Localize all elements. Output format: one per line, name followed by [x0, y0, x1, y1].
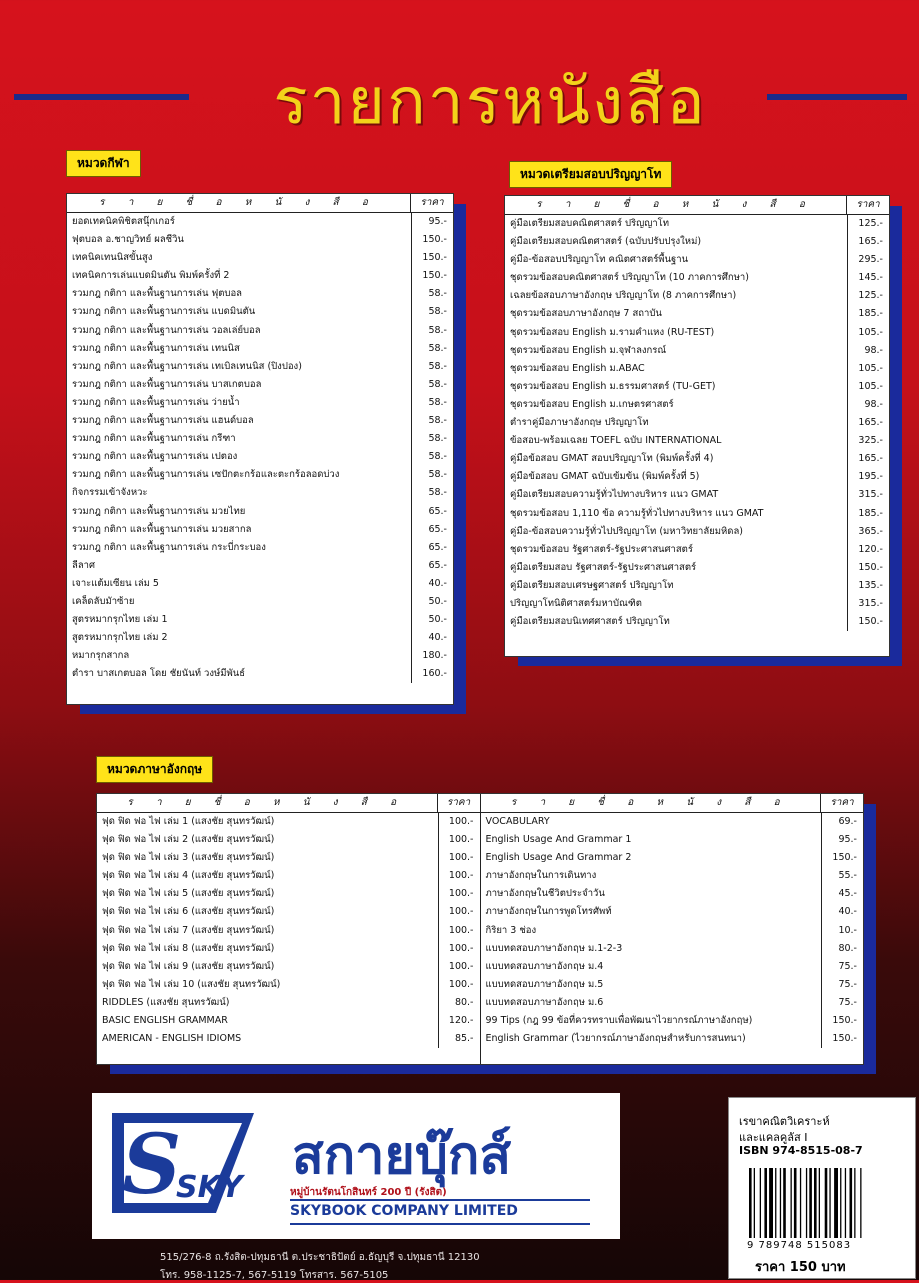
book-price: 58.-: [411, 430, 453, 448]
book-title: คู่มือเตรียมสอบคณิตศาสตร์ ปริญญาโท: [510, 218, 670, 229]
book-price: 95.-: [411, 213, 453, 231]
book-price: 150.-: [411, 267, 453, 285]
book-price: 315.-: [847, 486, 889, 504]
book-row: [97, 849, 480, 867]
book-title: เทคนิคเทนนิสขั้นสูง: [72, 252, 153, 264]
book-row: [67, 593, 453, 611]
book-price: 58.-: [411, 466, 453, 484]
book-row: [67, 575, 453, 593]
book-row: [505, 396, 889, 414]
book-price: 69.-: [821, 813, 863, 831]
book-price: 150.-: [847, 559, 889, 577]
book-row: [481, 976, 864, 994]
book-row: [97, 867, 480, 885]
book-title: รวมกฎ กติกา และพื้นฐานการเล่น เซปักตะกร้อและตะกร้อลอดบ่วง: [72, 469, 340, 481]
book-row: [505, 505, 889, 523]
english-book-list: [96, 793, 864, 1065]
book-title: ชุดรวมข้อสอบ English ม.จุฬาลงกรณ์: [510, 344, 667, 356]
book-row: [505, 287, 889, 305]
column-header-name: ร า ย ชื่ อ ห นั ง สื อ: [99, 197, 378, 208]
book-price: 100.-: [438, 903, 480, 921]
book-row: [67, 665, 453, 683]
book-row: [67, 557, 453, 575]
book-title: สูตรหมากรุกไทย เล่ม 1: [72, 614, 168, 626]
book-price: 100.-: [438, 849, 480, 867]
book-row: [67, 394, 453, 412]
book-price: 58.-: [411, 448, 453, 466]
book-row: [505, 559, 889, 577]
book-title: รวมกฎ กติกา และพื้นฐานการเล่น ฟุตบอล: [72, 288, 242, 300]
book-price: 58.-: [411, 358, 453, 376]
book-price: 295.-: [847, 251, 889, 269]
book-price: 98.-: [847, 342, 889, 360]
book-title: คู่มือเตรียมสอบความรู้ทั่วไปทางบริหาร แนว GMAT: [510, 489, 719, 501]
book-title: รวมกฎ กติกา และพื้นฐานการเล่น กระบี่กระบอง: [72, 541, 266, 553]
book-title: คู่มือ-ข้อสอบความรู้ทั่วไปปริญญาโท (มหาวิทยาลัยมหิดล): [510, 525, 743, 537]
book-row: [67, 358, 453, 376]
book-price: 150.-: [821, 1012, 863, 1030]
book-row: [67, 376, 453, 394]
book-price: 100.-: [438, 831, 480, 849]
book-row: [97, 994, 480, 1012]
book-price: 100.-: [438, 940, 480, 958]
book-title: คู่มือข้อสอบ GMAT ฉบับเข้มข้น (พิมพ์ครั้งที่ 5): [510, 471, 700, 483]
isbn-number: ISBN 974-8515-08-7: [739, 1144, 863, 1157]
book-row: [97, 940, 480, 958]
book-title: รวมกฎ กติกา และพื้นฐานการเล่น มวยสากล: [72, 523, 252, 535]
book-title-line2: และแคลคูลัส I: [739, 1131, 808, 1144]
masters-book-list: [504, 195, 890, 657]
book-title: แบบทดสอบภาษาอังกฤษ ม.4: [485, 960, 604, 972]
book-price: 100.-: [438, 976, 480, 994]
book-title: ภาษาอังกฤษในการเดินทาง: [485, 870, 597, 882]
publisher-logo-box: [92, 1093, 620, 1239]
book-row: [97, 1030, 480, 1048]
book-price: 50.-: [411, 593, 453, 611]
book-price: 58.-: [411, 340, 453, 358]
book-title: ตำรา บาสเกตบอล โดย ชัยนันท์ วงษ์มีพันธ์: [72, 668, 246, 680]
book-row: [97, 958, 480, 976]
book-row: [505, 523, 889, 541]
book-row: [481, 903, 864, 921]
book-title: ฟุด ฟิด ฟอ ไฟ เล่ม 9 (แสงชัย สุนทรวัฒน์): [102, 960, 275, 972]
book-title: ฟุด ฟิด ฟอ ไฟ เล่ม 6 (แสงชัย สุนทรวัฒน์): [102, 906, 275, 918]
book-row: [481, 940, 864, 958]
book-title: ฟุด ฟิด ฟอ ไฟ เล่ม 1 (แสงชัย สุนทรวัฒน์): [102, 816, 275, 827]
book-row: [505, 342, 889, 360]
book-price: 40.-: [821, 903, 863, 921]
divider: [290, 1223, 590, 1225]
book-title: เคล็ดลับมัาซ้าย: [72, 595, 135, 607]
book-price: 150.-: [411, 231, 453, 249]
book-title: แบบทดสอบภาษาอังกฤษ ม.1-2-3: [485, 942, 623, 954]
book-row: [67, 285, 453, 303]
book-title: ลีลาศ: [72, 559, 96, 571]
book-row: [67, 484, 453, 502]
book-price: 40.-: [411, 575, 453, 593]
book-title: คู่มือเตรียมสอบนิเทศศาสตร์ ปริญญาโท: [510, 616, 670, 628]
book-price: 100.-: [438, 867, 480, 885]
book-title: รวมกฎ กติกา และพื้นฐานการเล่น แฮนด์บอล: [72, 415, 254, 427]
english-category-tag: หมวดภาษาอังกฤษ: [96, 756, 213, 783]
publisher-address: 515/276-8 ถ.รังสิต-ปทุมธานี ต.ประชาธิปัตย์ อ.ธัญบุรี จ.ปทุมธานี 12130: [160, 1252, 480, 1263]
book-price: 40.-: [411, 629, 453, 647]
book-title: รวมกฎ กติกา และพื้นฐานการเล่น บาสเกตบอล: [72, 378, 262, 390]
logo-letters: SKY: [176, 1170, 243, 1205]
book-row: [505, 360, 889, 378]
book-row: [67, 647, 453, 665]
book-title: ชุดรวมข้อสอบ English ม.รามคำแหง (RU-TEST): [510, 326, 715, 338]
column-header-name: ร า ย ชื่ อ ห นั ง สื อ: [510, 797, 790, 808]
book-price: 58.-: [411, 376, 453, 394]
book-title: หมากรุกสากล: [72, 650, 130, 662]
book-title: ชุดรวมข้อสอบคณิตศาสตร์ ปริญญาโท (10 ภาคการศึกษา): [510, 272, 749, 284]
book-row: [67, 213, 453, 231]
book-price: 125.-: [847, 215, 889, 233]
book-row: [505, 251, 889, 269]
book-row: [97, 1012, 480, 1030]
book-price: 315.-: [847, 595, 889, 613]
book-price: ราคา 150 บาท: [755, 1260, 846, 1275]
book-price: 135.-: [847, 577, 889, 595]
book-title: สูตรหมากรุกไทย เล่ม 2: [72, 632, 168, 644]
book-price: 120.-: [847, 541, 889, 559]
book-title: กิริยา 3 ช่อง: [485, 924, 537, 936]
page-title-bar: [0, 62, 919, 142]
book-row: [67, 629, 453, 647]
book-price: 150.-: [821, 1030, 863, 1048]
book-title: รวมกฎ กติกา และพื้นฐานการเล่น ว่ายน้ำ: [72, 396, 240, 408]
book-row: [505, 468, 889, 486]
book-price: 125.-: [847, 287, 889, 305]
book-title: ฟุด ฟิด ฟอ ไฟ เล่ม 10 (แสงชัย สุนทรวัฒน์): [102, 978, 281, 990]
book-price: 105.-: [847, 378, 889, 396]
book-title: รวมกฎ กติกา และพื้นฐานการเล่น เทเบิลเทนนิส (ปิงปอง): [72, 360, 302, 372]
book-title: เจาะแต้มเซียน เล่ม 5: [72, 577, 159, 589]
book-title: ฟุตบอล อ.ชาญวิทย์ ผลชีวิน: [72, 234, 184, 246]
book-title: ฟุด ฟิด ฟอ ไฟ เล่ม 2 (แสงชัย สุนทรวัฒน์): [102, 834, 275, 846]
book-title: เทคนิคการเล่นแบดมินตัน พิมพ์ครั้งที่ 2: [72, 270, 230, 282]
book-title: ชุดรวมข้อสอบภาษาอังกฤษ 7 สถาบัน: [510, 308, 662, 320]
book-price: 105.-: [847, 324, 889, 342]
book-price: 58.-: [411, 285, 453, 303]
book-price: 75.-: [821, 976, 863, 994]
publisher-location: หมู่บ้านรัตนโกสินทร์ 200 ปี (รังสิต): [290, 1187, 447, 1198]
book-row: [97, 903, 480, 921]
book-title: คู่มือเตรียมสอบคณิตศาสตร์ (ฉบับปรับปรุงใหม่): [510, 236, 702, 248]
book-row: [67, 448, 453, 466]
column-header-price: ราคา: [846, 196, 889, 214]
book-price: 65.-: [411, 503, 453, 521]
book-title: ฟุด ฟิด ฟอ ไฟ เล่ม 5 (แสงชัย สุนทรวัฒน์): [102, 888, 275, 900]
book-title: ฟุด ฟิด ฟอ ไฟ เล่ม 7 (แสงชัย สุนทรวัฒน์): [102, 924, 275, 936]
book-price: 105.-: [847, 360, 889, 378]
book-row: [481, 1030, 864, 1048]
book-title: BASIC ENGLISH GRAMMAR: [102, 1015, 228, 1027]
book-price: 58.-: [411, 322, 453, 340]
book-row: [505, 450, 889, 468]
book-title: ชุดรวมข้อสอบ English ม.ธรรมศาสตร์ (TU-GET): [510, 380, 716, 392]
book-price: 85.-: [438, 1030, 480, 1048]
barcode-number: 9 789748 515083: [747, 1240, 852, 1251]
book-price: 185.-: [847, 505, 889, 523]
column-header-price: ราคา: [437, 794, 480, 812]
book-row: [67, 466, 453, 484]
book-title: English Usage And Grammar 2: [485, 852, 632, 864]
book-title: ข้อสอบ-พร้อมเฉลย TOEFL ฉบับ INTERNATIONAL: [510, 435, 722, 447]
book-title: รวมกฎ กติกา และพื้นฐานการเล่น แบดมินตัน: [72, 306, 256, 318]
book-price: 145.-: [847, 269, 889, 287]
book-price: 365.-: [847, 523, 889, 541]
publisher-company: SKYBOOK COMPANY LIMITED: [290, 1203, 518, 1219]
book-title: AMERICAN - ENGLISH IDIOMS: [102, 1033, 242, 1045]
book-title: คู่มือ-ข้อสอบปริญญาโท คณิตศาสตร์พื้นฐาน: [510, 254, 689, 266]
book-price: 65.-: [411, 521, 453, 539]
book-row: [67, 503, 453, 521]
book-row: [97, 885, 480, 903]
book-price: 100.-: [438, 958, 480, 976]
book-row: [505, 613, 889, 631]
book-price: 75.-: [821, 994, 863, 1012]
book-title: รวมกฎ กติกา และพื้นฐานการเล่น กรีฑา: [72, 433, 236, 445]
book-row: [67, 521, 453, 539]
book-row: [97, 831, 480, 849]
book-title: ภาษาอังกฤษในชีวิตประจำวัน: [485, 888, 605, 900]
publisher-brand: สกายบุ๊กส์: [292, 1126, 512, 1186]
book-title: รวมกฎ กติกา และพื้นฐานการเล่น วอลเล่ย์บอล: [72, 324, 261, 336]
book-title: ตำราคู่มือภาษาอังกฤษ ปริญญาโท: [510, 417, 649, 429]
book-price: 65.-: [411, 557, 453, 575]
book-row: [97, 922, 480, 940]
page-title: รายการหนังสือ: [273, 65, 707, 139]
book-price: 45.-: [821, 885, 863, 903]
book-title: RIDDLES (แสงชัย สุนทรวัฒน์): [102, 996, 230, 1008]
book-title: ฟุด ฟิด ฟอ ไฟ เล่ม 8 (แสงชัย สุนทรวัฒน์): [102, 942, 275, 954]
book-row: [505, 486, 889, 504]
book-price: 100.-: [438, 922, 480, 940]
book-title: ชุดรวมข้อสอบ 1,110 ข้อ ความรู้ทั่วไปทางบริหาร แนว GMAT: [510, 507, 764, 519]
book-title: ชุดรวมข้อสอบ รัฐศาสตร์-รัฐประศาสนศาสตร์: [510, 543, 693, 555]
book-price: 55.-: [821, 867, 863, 885]
book-title: คู่มือข้อสอบ GMAT สอบปริญญาโท (พิมพ์ครั้งที่ 4): [510, 453, 714, 465]
svg-text:S: S: [122, 1117, 182, 1213]
book-title: กิจกรรมเข้าจังหวะ: [72, 487, 148, 499]
column-header-name: ร า ย ชื่ อ ห นั ง สื อ: [536, 199, 815, 210]
book-title: ฟุด ฟิด ฟอ ไฟ เล่ม 3 (แสงชัย สุนทรวัฒน์): [102, 852, 275, 864]
book-title: คู่มือเตรียมสอบ รัฐศาสตร์-รัฐประศาสนศาสตร์: [510, 561, 697, 573]
book-row: [505, 432, 889, 450]
book-row: [505, 541, 889, 559]
book-price: 150.-: [411, 249, 453, 267]
book-price: 325.-: [847, 432, 889, 450]
book-title: รวมกฎ กติกา และพื้นฐานการเล่น เปตอง: [72, 451, 238, 463]
book-row: [67, 611, 453, 629]
book-price: 195.-: [847, 468, 889, 486]
masters-category-tag: หมวดเตรียมสอบปริญญาโท: [509, 161, 672, 188]
book-price: 58.-: [411, 412, 453, 430]
book-row: [67, 430, 453, 448]
book-price: 150.-: [847, 613, 889, 631]
book-row: [505, 595, 889, 613]
book-row: [505, 324, 889, 342]
isbn-box: [728, 1097, 916, 1279]
book-row: [505, 414, 889, 432]
book-title: English Grammar (ไวยากรณ์ภาษาอังกฤษสำหรับการสนทนา): [485, 1033, 746, 1045]
sports-book-list: [66, 193, 454, 705]
barcode-icon: [747, 1168, 897, 1240]
book-price: 58.-: [411, 484, 453, 502]
book-price: 75.-: [821, 958, 863, 976]
book-row: [481, 994, 864, 1012]
book-title: ยอดเทคนิคพิชิตสนุ๊กเกอร์: [72, 216, 175, 227]
sports-category-tag: หมวดกีฬา: [66, 150, 141, 177]
book-row: [505, 269, 889, 287]
book-price: 100.-: [438, 885, 480, 903]
book-row: [481, 849, 864, 867]
book-title: 99 Tips (กฎ 99 ข้อที่ควรทราบเพื่อพัฒนาไวยากรณ์ภาษาอังกฤษ): [485, 1015, 753, 1027]
book-title: คู่มือเตรียมสอบเศรษฐศาสตร์ ปริญญาโท: [510, 579, 674, 591]
book-row: [67, 231, 453, 249]
title-right-rule: [767, 94, 907, 100]
book-row: [481, 885, 864, 903]
book-title: ชุดรวมข้อสอบ English ม.เกษตรศาสตร์: [510, 398, 674, 410]
book-row: [97, 813, 480, 831]
book-row: [505, 233, 889, 251]
book-row: [67, 539, 453, 557]
book-title: แบบทดสอบภาษาอังกฤษ ม.5: [485, 978, 604, 990]
book-price: 150.-: [821, 849, 863, 867]
book-row: [67, 322, 453, 340]
book-title: VOCABULARY: [485, 816, 550, 827]
book-title: ชุดรวมข้อสอบ English ม.ABAC: [510, 362, 645, 374]
book-price: 165.-: [847, 414, 889, 432]
book-price: 80.-: [821, 940, 863, 958]
book-price: 100.-: [438, 813, 480, 831]
book-row: [481, 1012, 864, 1030]
book-price: 58.-: [411, 394, 453, 412]
book-row: [67, 249, 453, 267]
column-header-price: ราคา: [410, 194, 453, 212]
book-row: [67, 303, 453, 321]
book-row: [67, 340, 453, 358]
book-row: [505, 577, 889, 595]
book-title: รวมกฎ กติกา และพื้นฐานการเล่น เทนนิส: [72, 342, 240, 354]
book-price: 98.-: [847, 396, 889, 414]
book-row: [481, 867, 864, 885]
book-row: [481, 831, 864, 849]
book-title: รวมกฎ กติกา และพื้นฐานการเล่น มวยไทย: [72, 505, 246, 517]
book-price: 95.-: [821, 831, 863, 849]
sky-logo-icon: [104, 1105, 262, 1220]
book-row: [505, 215, 889, 233]
book-title: ปริญญาโทนิติศาสตร์มหาบัณฑิต: [510, 597, 642, 609]
book-price: 58.-: [411, 303, 453, 321]
book-row: [505, 305, 889, 323]
book-price: 80.-: [438, 994, 480, 1012]
book-price: 160.-: [411, 665, 453, 683]
column-header-price: ราคา: [820, 794, 863, 812]
book-price: 120.-: [438, 1012, 480, 1030]
book-price: 165.-: [847, 450, 889, 468]
book-row: [481, 958, 864, 976]
title-left-rule: [14, 94, 189, 100]
book-row: [67, 267, 453, 285]
column-header-name: ร า ย ชื่ อ ห นั ง สื อ: [127, 797, 407, 808]
book-row: [481, 813, 864, 831]
book-title-line1: เรขาคณิตวิเคราะห์: [739, 1115, 830, 1128]
book-price: 10.-: [821, 922, 863, 940]
book-title: แบบทดสอบภาษาอังกฤษ ม.6: [485, 996, 604, 1008]
divider: [290, 1199, 590, 1201]
book-row: [67, 412, 453, 430]
book-price: 185.-: [847, 305, 889, 323]
book-title: ภาษาอังกฤษในการพูดโทรศัพท์: [485, 906, 612, 918]
book-title: English Usage And Grammar 1: [485, 834, 632, 846]
book-title: ฟุด ฟิด ฟอ ไฟ เล่ม 4 (แสงชัย สุนทรวัฒน์): [102, 870, 275, 882]
publisher-phone: โทร. 958-1125-7, 567-5119 โทรสาร. 567-5105: [160, 1270, 389, 1281]
book-row: [505, 378, 889, 396]
book-price: 180.-: [411, 647, 453, 665]
book-title: เฉลยข้อสอบภาษาอังกฤษ ปริญญาโท (8 ภาคการศึกษา): [510, 290, 737, 302]
book-row: [481, 922, 864, 940]
book-price: 65.-: [411, 539, 453, 557]
book-price: 165.-: [847, 233, 889, 251]
book-price: 50.-: [411, 611, 453, 629]
book-row: [97, 976, 480, 994]
